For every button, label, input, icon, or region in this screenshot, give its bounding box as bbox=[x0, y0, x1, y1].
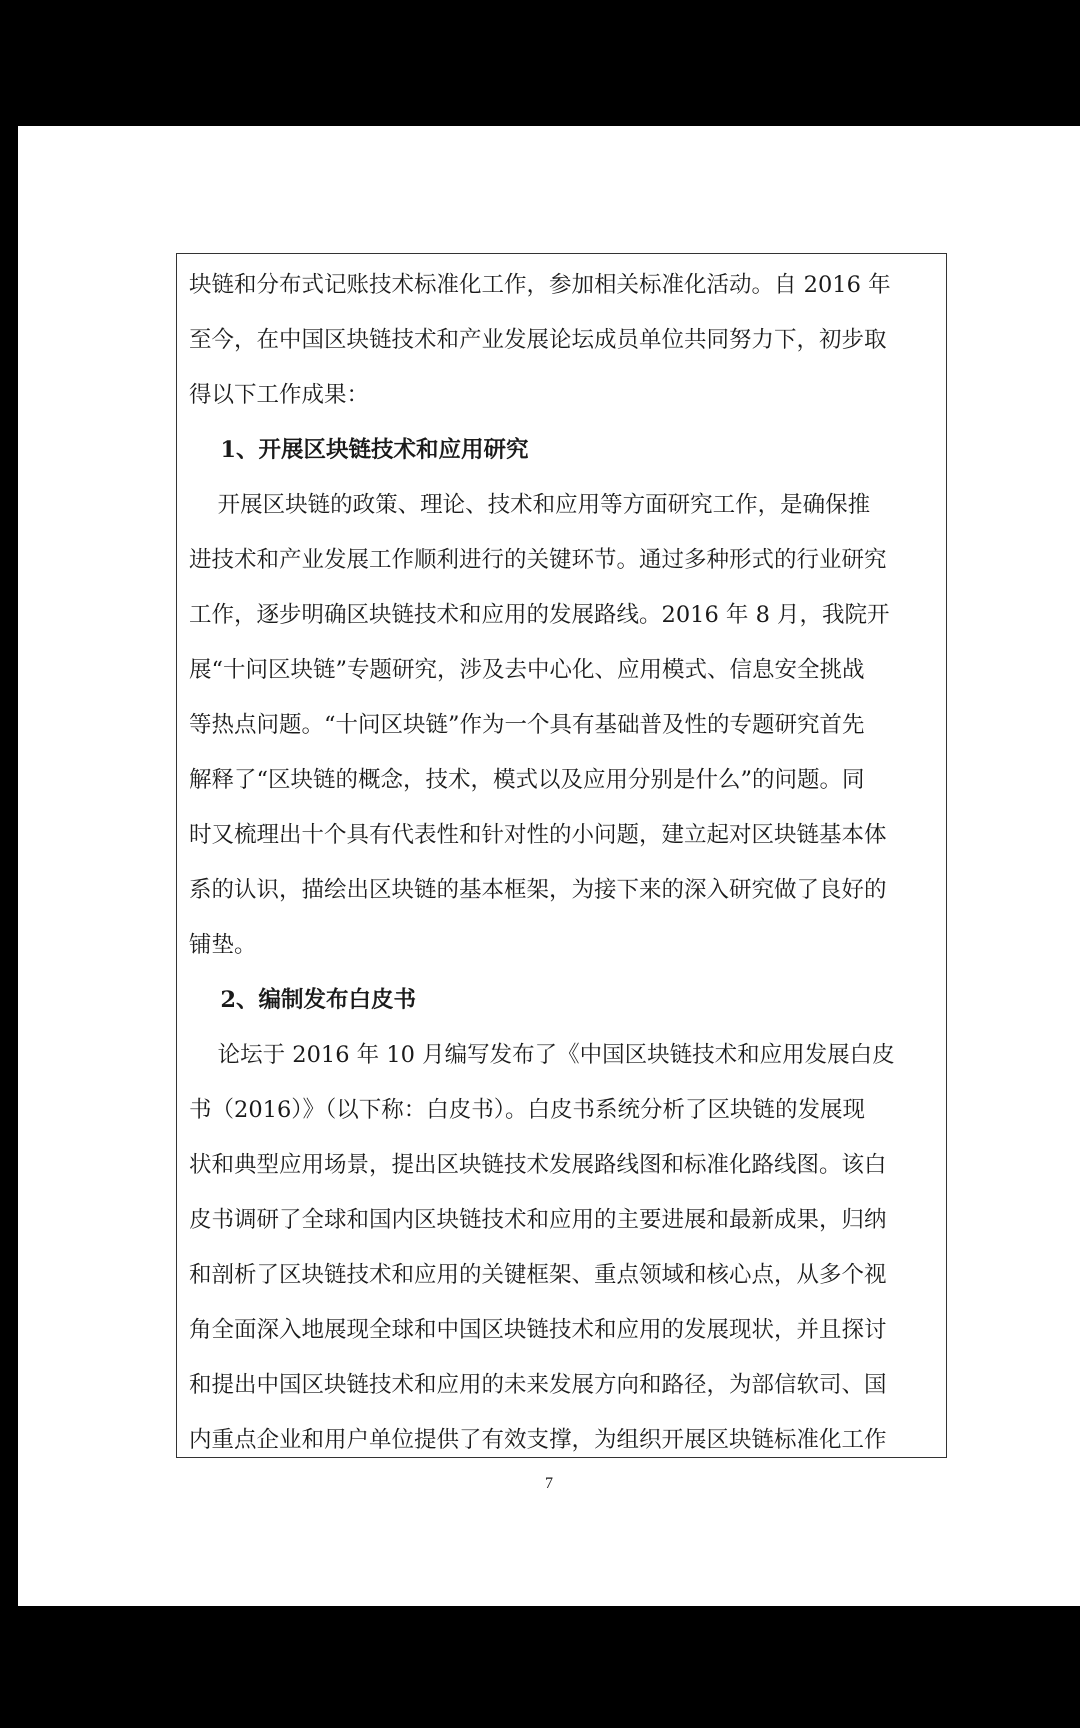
page-number: 7 bbox=[545, 1475, 553, 1492]
text-line: 进技术和产业发展工作顺利进行的关键环节。通过多种形式的行业研究 bbox=[189, 547, 887, 573]
text-line: 铺垫。 bbox=[189, 932, 257, 958]
text-line: 书（2016）》（以下称：白皮书）。白皮书系统分析了区块链的发展现 bbox=[189, 1097, 866, 1123]
text-line: 等热点问题。“十问区块链”作为一个具有基础普及性的专题研究首先 bbox=[189, 712, 865, 738]
text-line: 工作，逐步明确区块链技术和应用的发展路线。2016 年 8 月，我院开 bbox=[189, 602, 890, 628]
text-line: 展“十问区块链”专题研究，涉及去中心化、应用模式、信息安全挑战 bbox=[189, 657, 865, 683]
text-line: 至今，在中国区块链技术和产业发展论坛成员单位共同努力下，初步取 bbox=[189, 327, 887, 353]
text-line: 角全面深入地展现全球和中国区块链技术和应用的发展现状，并且探讨 bbox=[189, 1317, 887, 1343]
text-line: 和提出中国区块链技术和应用的未来发展方向和路径，为部信软司、国 bbox=[189, 1372, 887, 1398]
text-line: 开展区块链的政策、理论、技术和应用等方面研究工作，是确保推 bbox=[189, 492, 871, 518]
text-line: 和剖析了区块链技术和应用的关键框架、重点领域和核心点，从多个视 bbox=[189, 1262, 887, 1288]
text-line: 块链和分布式记账技术标准化工作，参加相关标准化活动。自 2016 年 bbox=[189, 272, 891, 298]
document-page bbox=[18, 126, 1080, 1606]
section-heading-whitepaper: 2、编制发布白皮书 bbox=[189, 987, 416, 1013]
text-frame bbox=[176, 253, 947, 1458]
text-line: 时又梳理出十个具有代表性和针对性的小问题，建立起对区块链基本体 bbox=[189, 822, 887, 848]
section-heading-research: 1、开展区块链技术和应用研究 bbox=[189, 437, 529, 463]
text-line: 解释了“区块链的概念，技术，模式以及应用分别是什么”的问题。同 bbox=[189, 767, 865, 793]
text-line: 得以下工作成果： bbox=[189, 382, 370, 408]
text-line: 系的认识，描绘出区块链的基本框架，为接下来的深入研究做了良好的 bbox=[189, 877, 887, 903]
text-line: 论坛于 2016 年 10 月编写发布了《中国区块链技术和应用发展白皮 bbox=[189, 1042, 895, 1068]
text-line: 皮书调研了全球和国内区块链技术和应用的主要进展和最新成果，归纳 bbox=[189, 1207, 887, 1233]
text-line: 内重点企业和用户单位提供了有效支撑，为组织开展区块链标准化工作 bbox=[189, 1427, 887, 1453]
text-line: 状和典型应用场景，提出区块链技术发展路线图和标准化路线图。该白 bbox=[189, 1152, 887, 1178]
